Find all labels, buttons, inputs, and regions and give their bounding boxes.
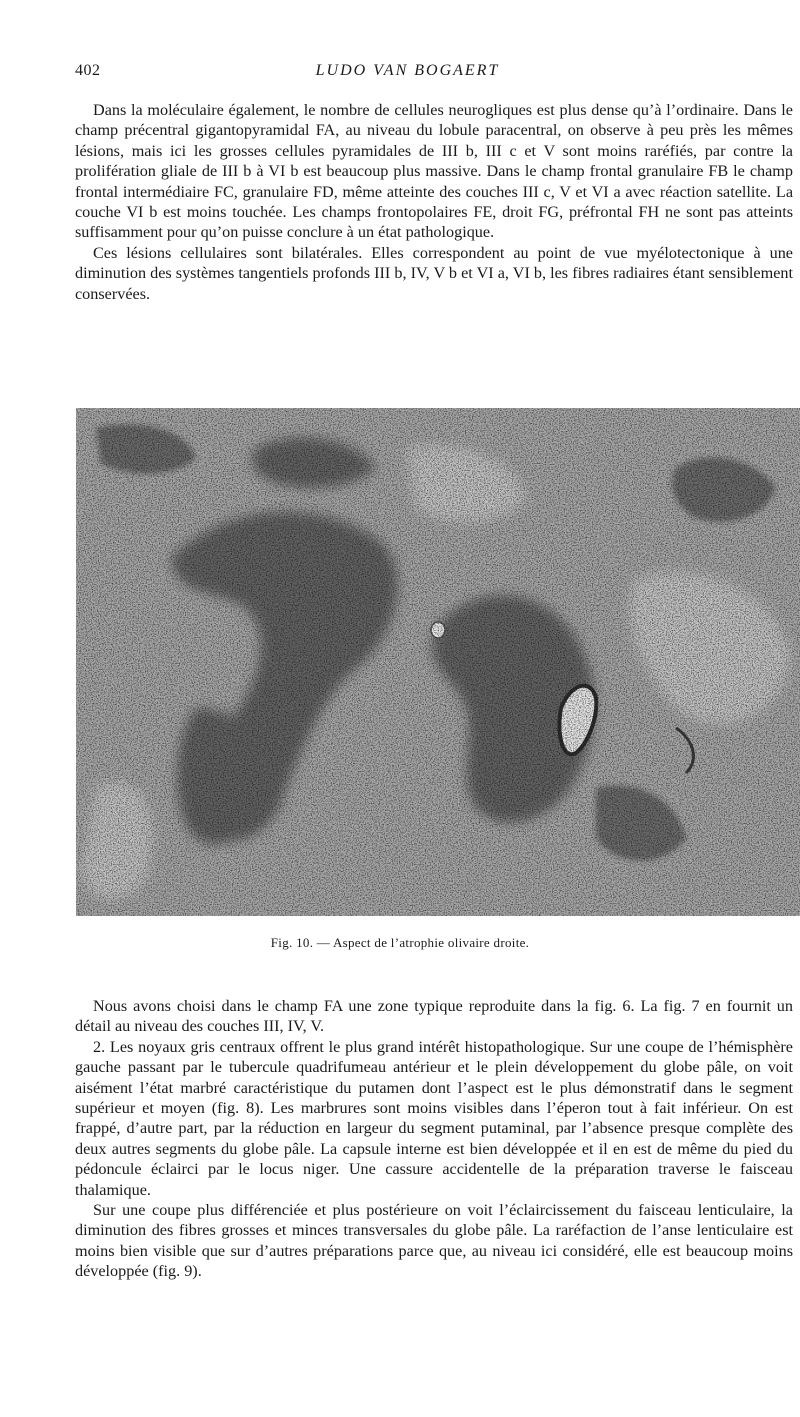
page-number: 402 [75,62,101,79]
page-header [75,62,740,86]
figure-caption: Fig. 10. — Aspect de l’atrophie olivaire droite. [270,935,530,950]
body-text-bottom [75,996,793,1282]
running-head: LUDO VAN BOGAERT [315,62,500,79]
paragraph: Sur une coupe plus différenciée et plus postérieure on voit l’éclaircissement du faisceau lenticulaire, la diminution des fibres grosses et minces transversales du globe pâle. La raréfaction de l’anse lenticulaire est moins bien visible que sur d’autres préparations parce que, au niveau ici considéré, elle est beaucoup moins développée (fig. 9). [75,1201,793,1281]
micrograph-figure [76,408,800,916]
body-text-top [75,100,793,304]
paragraph: Ces lésions cellulaires sont bilatérales. Elles correspondent au point de vue myélotectonique à une diminution des systèmes tangentiels profonds III b, IV, V b et VI a, VI b, les fibres radiaires étant sensiblement conservées. [75,243,793,303]
paragraph: 2. Les noyaux gris centraux offrent le plus grand intérêt histopathologique. Sur une coupe de l’hémisphère gauche passant par le tubercule quadrifumeau antérieur et le plein développement du globe pâle, on voit aisément l’état marbré caractéristique du putamen dont l’aspect est le plus démonstratif dans le segment supérieur et moyen (fig. 8). Les marbrures sont moins visibles dans l’éperon tout à fait inférieur. On est frappé, d’autre part, par la réduction en largeur du segment putaminal, par l’absence presque complète des deux autres segments du globe pâle. La capsule interne est bien développée et il en est de même du pied du pédoncule éclairci par le locus niger. Une cassure accidentelle de la préparation traverse le faisceau thalamique. [75,1037,793,1199]
micrograph-image [76,408,800,916]
paragraph: Nous avons choisi dans le champ FA une zone typique reproduite dans la fig. 6. La fig. 7 en fournit un détail au niveau des couches III, IV, V. [75,997,793,1036]
paragraph: Dans la moléculaire également, le nombre de cellules neurogliques est plus dense qu’à l’ordinaire. Dans le champ précentral gigantopyramidal FA, au niveau du lobule paracentral, on observe à peu près les mêmes lésions, mais ici les grosses cellules pyramidales de III b, III c et V sont moins raréfiés, par contre la prolifération gliale de III b à VI b est beaucoup plus massive. Dans le champ frontal granulaire FB le champ frontal intermédiaire FC, granulaire FD, même atteinte des couches III c, V et VI a avec réaction satellite. La couche VI b est moins touchée. Les champs frontopolaires FE, droit FG, préfrontal FH ne sont pas atteints suffisamment pour qu’on puisse conclure à un état pathologique. [75,101,793,242]
